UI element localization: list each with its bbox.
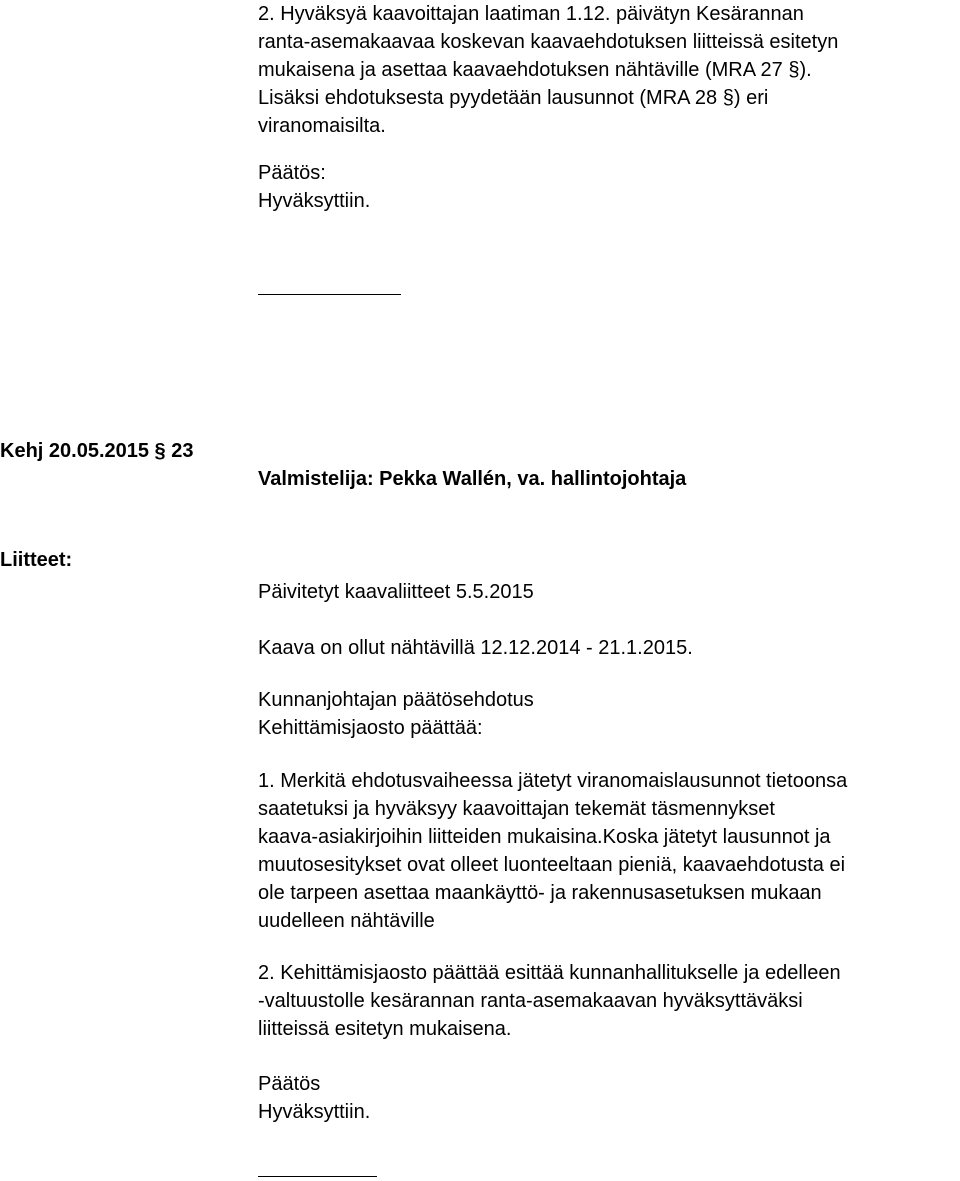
item-2-paragraph [258,0,960,140]
decision-text: Hyväksyttiin. [258,190,371,212]
separator-line [258,294,401,295]
point-1-line: uudelleen nähtäville [258,910,435,932]
proposal-block [258,686,960,742]
decision-block-2 [258,1070,960,1126]
item-2-line: ranta-asemakaavaa koskevan kaavaehdotuksen liitteissä esitetyn [258,31,839,53]
item-2-line: 2. Hyväksyä kaavoittajan laatiman 1.12. päivätyn Kesärannan [258,3,804,25]
point-1-line: ole tarpeen asettaa maankäyttö- ja rakennusasetuksen mukaan [258,882,822,904]
point-2-line: 2. Kehittämisjaosto päättää esittää kunnanhallitukselle ja edelleen [258,962,841,984]
proposal-point-1 [258,767,960,935]
proposal-point-2 [258,959,960,1043]
point-1-line: muutosesitykset ovat olleet luonteeltaan pieniä, kaavaehdotusta ei [258,854,846,876]
separator-line [258,1176,377,1177]
attachment-item: Kaava on ollut nähtävillä 12.12.2014 - 21.1.2015. [258,637,693,659]
item-2-line: Lisäksi ehdotuksesta pyydetään lausunnot (MRA 28 §) eri [258,87,769,109]
attachment-item: Päivitetyt kaavaliitteet 5.5.2015 [258,581,534,603]
decision-heading: Päätös [258,1073,321,1095]
decision-block-1 [258,159,960,215]
item-2-line: mukaisena ja asettaa kaavaehdotuksen nähtäville (MRA 27 §). [258,59,812,81]
point-1-line: 1. Merkitä ehdotusvaiheessa jätetyt viranomaislausunnot tietoonsa [258,770,848,792]
proposal-intro: Kehittämisjaosto päättää: [258,717,483,739]
attachments-heading: Liitteet: [0,549,73,571]
point-1-line: saatetuksi ja hyväksyy kaavoittajan tekemät täsmennykset [258,798,775,820]
meeting-reference: Kehj 20.05.2015 § 23 [0,440,194,462]
point-2-line: -valtuustolle kesärannan ranta-asemakaavan hyväksyttäväksi [258,990,803,1012]
item-2-line: viranomaisilta. [258,115,386,137]
decision-text: Hyväksyttiin. [258,1101,371,1123]
decision-heading: Päätös: [258,162,326,184]
point-2-line: liitteissä esitetyn mukaisena. [258,1018,512,1040]
proposal-heading: Kunnanjohtajan päätösehdotus [258,689,534,711]
point-1-line: kaava-asiakirjoihin liitteiden mukaisina.Koska jätetyt lausunnot ja [258,826,831,848]
preparer-line: Valmistelija: Pekka Wallén, va. hallintojohtaja [258,468,687,490]
